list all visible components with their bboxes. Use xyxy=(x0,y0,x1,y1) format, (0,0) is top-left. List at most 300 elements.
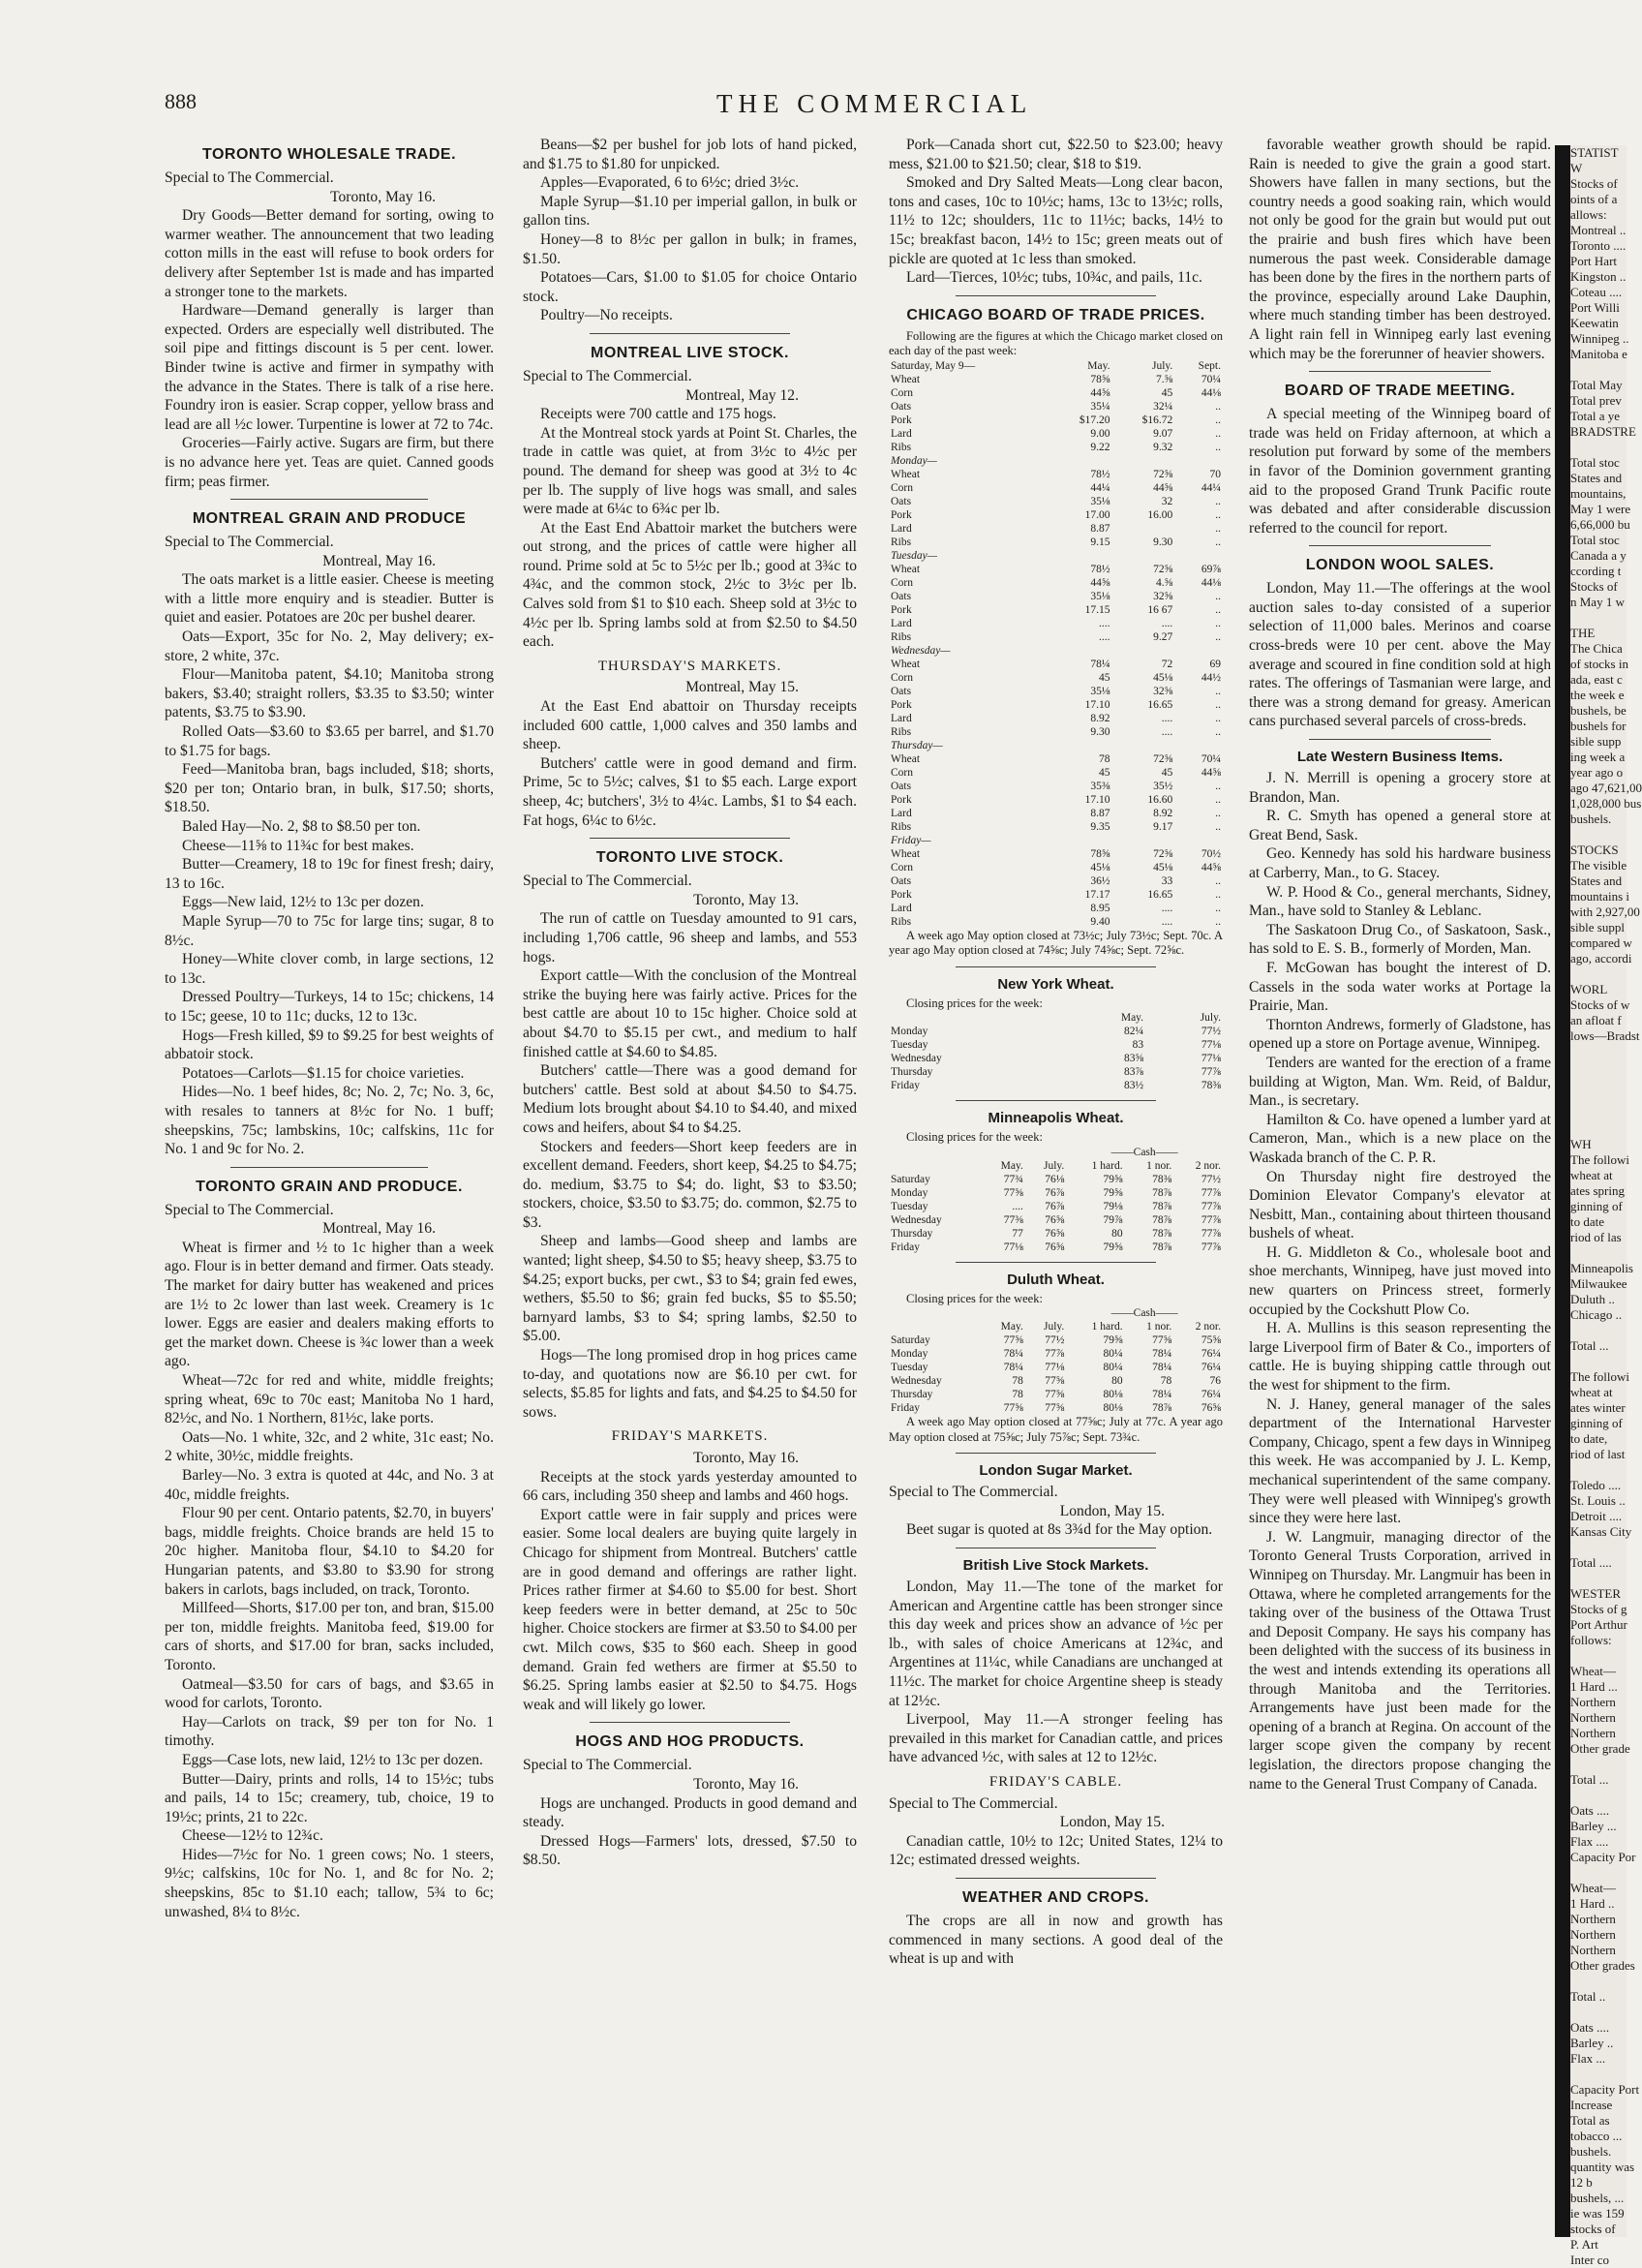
divider xyxy=(1309,545,1490,546)
table-cell: 77⅞ xyxy=(1045,1348,1065,1361)
edge-line: stocks of xyxy=(1570,2222,1616,2236)
table-row xyxy=(889,685,1223,698)
paragraph: Butchers' cattle were in good demand and firm. Prime, 5c to 5½c; calves, $1 to $5 each. Large export sheep, 4c; butchers', 3½ to 4¼c. Lambs, $1 to $4 each. Fat hogs, 6¼c to 6½c. xyxy=(523,754,857,829)
table-cell: 17.10 xyxy=(1084,793,1110,806)
table-row xyxy=(889,1186,1223,1200)
edge-line xyxy=(1570,2005,1627,2020)
edge-line: Barley ... xyxy=(1570,1819,1617,1833)
table-cell: 77¾ xyxy=(1003,1173,1023,1185)
section-title: MONTREAL GRAIN AND PRODUCE xyxy=(192,510,467,528)
table-row xyxy=(889,847,1223,861)
edge-line: The visible xyxy=(1570,858,1627,873)
column-4 xyxy=(1249,136,1551,1793)
paragraph: Geo. Kennedy has sold his hardware business at Carberry, Man., to G. Stacey. xyxy=(1249,845,1551,881)
table-cell: 77⅛ xyxy=(1045,1362,1065,1374)
edge-line xyxy=(1570,827,1627,843)
table-cell: Pork xyxy=(891,414,912,426)
edge-line: Milwaukee xyxy=(1570,1276,1627,1291)
table-cell: 70¼ xyxy=(1201,373,1221,385)
paragraph: Feed—Manitoba bran, bags included, $18; shorts, $20 per ton; Ontario bran, in bulk, $17.50; shorts, $18.50. xyxy=(165,761,494,816)
table-row xyxy=(889,590,1223,603)
table-cell: 83 xyxy=(1132,1039,1144,1052)
divider xyxy=(956,295,1156,296)
table-cell: 80¼ xyxy=(1103,1362,1123,1374)
paragraph: Canadian cattle, 10½ to 12c; United States, 12¼ to 12c; estimated dressed weights. xyxy=(889,1832,1223,1869)
table-cell: 45⅛ xyxy=(1153,671,1173,684)
paragraph: Receipts at the stock yards yesterday amounted to 66 cars, including 350 sheep and lambs and 460 hogs. xyxy=(523,1468,857,1505)
table-cell: Ribs xyxy=(891,915,912,928)
table-cell: 77⅝ xyxy=(1003,1186,1023,1199)
table-cell: 17.10 xyxy=(1084,698,1110,711)
minneapolis-wheat-table xyxy=(889,1146,1223,1254)
edge-line: Total prev xyxy=(1570,393,1622,408)
table-cell: .... xyxy=(1161,902,1173,914)
table-cell: Wheat xyxy=(891,373,921,385)
cash-label: ——Cash—— xyxy=(1110,1146,1178,1158)
table-cell: $16.72 xyxy=(1141,414,1173,426)
edge-line: May 1 were xyxy=(1570,502,1631,516)
table-header-row xyxy=(889,1011,1223,1025)
table-day-row xyxy=(889,549,1223,563)
table-cell: 77⅝ xyxy=(1152,1334,1172,1347)
table-cell: Thursday xyxy=(891,1227,933,1240)
section-intro: Closing prices for the week: xyxy=(906,1291,1043,1305)
table-cell: May. xyxy=(1000,1159,1023,1172)
edge-line xyxy=(1570,1044,1627,1059)
edge-line: Northern xyxy=(1570,1927,1616,1942)
paragraph: Butter—Creamery, 18 to 19c for finest fresh; dairy, 13 to 16c. xyxy=(165,856,494,892)
table-cell: 80⅛ xyxy=(1103,1402,1123,1415)
table-cell: .... xyxy=(1161,915,1173,928)
divider xyxy=(590,1722,790,1723)
edge-line: Winnipeg .. xyxy=(1570,331,1629,346)
table-row xyxy=(889,820,1223,834)
table-cell: 32 xyxy=(1161,495,1173,507)
edge-line: wheat at xyxy=(1570,1168,1613,1182)
table-row xyxy=(889,712,1223,725)
edge-line: to date xyxy=(1570,1214,1605,1229)
table-cell: .. xyxy=(1215,725,1221,738)
edge-line: ago, accordi xyxy=(1570,951,1632,965)
table-cell: Corn xyxy=(891,671,913,684)
paragraph: London, May 11.—The offerings at the wool auction sales to-day consisted of a superior selection of 11,000 bales. Merinos and coarse cross-breds were 10 per cent. above the May average and scoured in fine condition sold at high rates. The offerings of Tasmanian were large, and there was a strong demand for greasy. American cans purchased several parcels of cross-breds. xyxy=(1249,580,1551,730)
paragraph: Tenders are wanted for the erection of a frame building at Wigton, Man. Wm. Reid, of Baldur, Man., is secretary. xyxy=(1249,1054,1551,1110)
table-cell: Monday xyxy=(891,1348,928,1361)
table-cell: 35⅜ xyxy=(1090,780,1110,792)
section-title: British Live Stock Markets. xyxy=(962,1557,1149,1575)
table-cell: Wednesday xyxy=(891,1375,942,1388)
table-header-row xyxy=(889,1159,1223,1173)
table-cell: 77½ xyxy=(1201,1173,1221,1185)
paragraph: The run of cattle on Tuesday amounted to 91 cars, including 1,706 cattle, 96 sheep and lambs, and 553 hogs. xyxy=(523,910,857,965)
section-title: New York Wheat. xyxy=(997,975,1114,993)
paragraph: Cheese—11⅝ to 11¾c for best makes. xyxy=(182,837,414,854)
table-cell: 83⅞ xyxy=(1123,1066,1144,1079)
table-cell: 44¼ xyxy=(1201,481,1221,494)
table-cell: 9.07 xyxy=(1153,427,1173,440)
edge-line: bushels, be xyxy=(1570,703,1627,718)
edge-line xyxy=(1570,1075,1627,1090)
table-cell: 2 nor. xyxy=(1195,1321,1221,1333)
table-cell xyxy=(889,1146,981,1159)
edge-line: WESTER xyxy=(1570,1586,1621,1601)
page-number: 888 xyxy=(165,89,197,113)
edge-line: 6,66,000 bu xyxy=(1570,517,1630,532)
table-row xyxy=(889,414,1223,427)
dateline: London, May 15. xyxy=(1059,1502,1165,1519)
table-cell: 83⅝ xyxy=(1123,1053,1144,1065)
table-cell: May. xyxy=(1000,1321,1023,1333)
section-note: A week ago May option closed at 77⅝c; July at 77c. A year ago May option closed at 75⅝c; July 75⅞c; Sept. 73¾c. xyxy=(889,1415,1223,1444)
edge-line: Total a ye xyxy=(1570,409,1621,423)
edge-line: Increase xyxy=(1570,2098,1613,2112)
section-body xyxy=(165,570,494,1158)
edge-line: allows: xyxy=(1570,207,1607,222)
dateline: Toronto, May 16. xyxy=(693,1450,799,1466)
table-cell: 44⅝ xyxy=(1201,861,1221,873)
table-cell: 78 xyxy=(1160,1375,1172,1388)
paragraph: A special meeting of the Winnipeg board of trade was held on Friday afternoon, at which a resolution put forward by some of the members in favor of the Dominion government granting aid to the proposed Grand Trunk Pacific route was debated and after considerable discussion referred to the council for report. xyxy=(1249,406,1551,536)
table-cell: 1 nor. xyxy=(1146,1321,1172,1333)
table-cell: Corn xyxy=(891,861,913,873)
edge-line xyxy=(1570,1648,1627,1664)
table-cell: Wednesday xyxy=(891,1053,942,1065)
table-cell: Pork xyxy=(891,793,912,806)
paragraph: R. C. Smyth has opened a general store at Great Bend, Sask. xyxy=(1249,808,1551,843)
table-cell: .. xyxy=(1215,603,1221,616)
edge-line xyxy=(1570,1121,1627,1137)
table-cell: 80 xyxy=(1111,1375,1123,1388)
table-row xyxy=(889,1374,1223,1388)
edge-line: ates spring xyxy=(1570,1183,1625,1198)
edge-line: Other grade xyxy=(1570,1741,1630,1756)
table-cell: 44⅛ xyxy=(1201,576,1221,589)
table-cell: 80 xyxy=(1111,1227,1123,1240)
table-cell: .. xyxy=(1215,780,1221,792)
edge-line xyxy=(1570,362,1627,378)
table-cell: Saturday xyxy=(891,1173,930,1185)
table-row xyxy=(889,1052,1223,1065)
divider xyxy=(956,1262,1156,1263)
edge-line xyxy=(1570,1059,1627,1075)
table-cell: Thursday— xyxy=(891,739,943,751)
new-york-wheat-table xyxy=(889,1011,1223,1092)
edge-line: P. Art xyxy=(1570,2237,1598,2252)
table-cell: July. xyxy=(1151,359,1173,372)
table-cell: 77 xyxy=(1012,1227,1023,1240)
edge-line: sible supp xyxy=(1570,734,1622,749)
table-cell: 9.32 xyxy=(1153,441,1173,453)
table-cell: 72⅝ xyxy=(1153,847,1173,860)
table-cell: 76⅝ xyxy=(1045,1241,1065,1253)
table-cell: Thursday xyxy=(891,1389,933,1401)
edge-line: 1,028,000 bus xyxy=(1570,796,1642,811)
edge-line: Northern xyxy=(1570,1726,1616,1740)
table-row xyxy=(889,1173,1223,1186)
table-cell: .... xyxy=(1012,1200,1023,1212)
edge-line: Stocks of w xyxy=(1570,997,1630,1012)
table-cell: 78⅞ xyxy=(1152,1213,1172,1226)
table-cell: 9.40 xyxy=(1090,915,1110,928)
section-title: Duluth Wheat. xyxy=(1007,1271,1105,1288)
table-cell xyxy=(1025,1146,1066,1159)
table-cell: 77⅛ xyxy=(1201,1053,1221,1065)
edge-line: Montreal .. xyxy=(1570,223,1627,237)
edge-line: Flax .... xyxy=(1570,1834,1609,1849)
section-intro: Closing prices for the week: xyxy=(906,996,1043,1010)
table-cell: Corn xyxy=(891,576,913,589)
edge-line: of stocks in xyxy=(1570,657,1628,671)
table-cell: Friday xyxy=(891,1241,921,1253)
table-cell: July. xyxy=(1044,1321,1065,1333)
section-body xyxy=(1249,405,1551,537)
table-cell: 35⅛ xyxy=(1090,495,1110,507)
special-line: Special to The Commercial. xyxy=(165,1201,334,1218)
edge-line: Total stoc xyxy=(1570,455,1620,470)
column-2 xyxy=(523,136,857,1870)
table-row xyxy=(889,1388,1223,1401)
table-cell: 78⅞ xyxy=(1152,1200,1172,1212)
table-cell: 79⅝ xyxy=(1103,1173,1123,1185)
edge-line: States and xyxy=(1570,873,1623,888)
paragraph: Barley—No. 3 extra is quoted at 44c, and No. 3 at 40c, middle freights. xyxy=(165,1467,494,1503)
table-cell: Tuesday xyxy=(891,1200,928,1212)
divider xyxy=(590,333,790,334)
table-cell: .. xyxy=(1215,400,1221,413)
table-cell: 35½ xyxy=(1153,780,1173,792)
toronto-grain-produce-section xyxy=(165,1178,494,1922)
paragraph: Wheat is firmer and ½ to 1c higher than a week ago. Flour is in better demand and firmer. Oats steady. The market for dairy butter has weakened and prices are 1½ to 2c lower than last week. Creamery is 1c lower. Eggs are easier and dealers making efforts to get the market down. Cheese is ¾c lower than a week ago. xyxy=(165,1239,494,1370)
section-intro: Closing prices for the week: xyxy=(906,1130,1043,1145)
paragraph: Stockers and feeders—Short keep feeders are in excellent demand. Feeders, short keep, $4.25 to $4.75; do. medium, $3.75 to $4; do. light, $3 to $3.50; stockers, choice, $3.50 to $3.75; do. common, $2.75 to $3. xyxy=(523,1138,857,1231)
table-cell: Lard xyxy=(891,522,912,535)
section-title: Minneapolis Wheat. xyxy=(988,1110,1124,1127)
table-cell: 76¼ xyxy=(1201,1348,1221,1361)
paragraph: Cheese—12½ to 12¾c. xyxy=(182,1827,323,1845)
table-cell: 77⅝ xyxy=(1045,1375,1065,1388)
table-cell: 69 xyxy=(1209,658,1221,670)
table-cell: 35⅛ xyxy=(1090,590,1110,602)
table-cell: 76⅝ xyxy=(1045,1227,1065,1240)
table-row xyxy=(889,1401,1223,1415)
edge-line: oints of a xyxy=(1570,192,1618,206)
edge-line xyxy=(1570,610,1627,626)
subsection-title: FRIDAY'S MARKETS. xyxy=(611,1428,769,1445)
table-cell: Ribs xyxy=(891,536,912,548)
paragraph: Poultry—No receipts. xyxy=(540,307,673,324)
special-line: Special to The Commercial. xyxy=(889,1484,1058,1501)
table-row xyxy=(889,861,1223,874)
table-row xyxy=(889,698,1223,712)
table-cell: .... xyxy=(1098,617,1110,629)
table-cell: 80⅛ xyxy=(1103,1389,1123,1401)
table-cell: .. xyxy=(1215,874,1221,887)
table-cell: .... xyxy=(1161,725,1173,738)
edge-line: Total ... xyxy=(1570,1772,1609,1787)
table-row xyxy=(889,441,1223,454)
special-line: Special to The Commercial. xyxy=(523,873,692,890)
table-cell: 77⅝ xyxy=(1003,1402,1023,1415)
paragraph: On Thursday night fire destroyed the Dominion Elevator Company's elevator at Nesbitt, Man., containing about thirteen thousand bushels of wheat. xyxy=(1249,1168,1551,1242)
special-line: Special to The Commercial. xyxy=(523,367,692,384)
table-row xyxy=(889,1241,1223,1254)
table-cell: 78¼ xyxy=(1152,1348,1172,1361)
table-row xyxy=(889,1038,1223,1052)
table-cell: 78¼ xyxy=(1152,1362,1172,1374)
edge-line xyxy=(1570,1974,1627,1989)
dateline: Montreal, May 12. xyxy=(685,386,799,404)
edge-line: STOCKS xyxy=(1570,843,1619,857)
table-cell: Ribs xyxy=(891,725,912,738)
table-cell: 8.95 xyxy=(1090,902,1110,914)
table-cell: 35¼ xyxy=(1090,400,1110,413)
section-body xyxy=(889,1578,1223,1767)
dateline: Toronto, May 16. xyxy=(693,1775,799,1793)
table-cell: .. xyxy=(1215,441,1221,453)
edge-line: wheat at xyxy=(1570,1385,1613,1399)
table-cell: Wheat xyxy=(891,847,921,860)
table-cell: 1 nor. xyxy=(1146,1159,1172,1172)
edge-line: Stocks of xyxy=(1570,579,1618,594)
section-body xyxy=(889,1912,1223,1969)
edge-line: 1 Hard .. xyxy=(1570,1896,1615,1911)
dateline: London, May 15. xyxy=(1059,1814,1165,1831)
paragraph: Eggs—Case lots, new laid, 12½ to 13c per dozen. xyxy=(182,1751,483,1768)
table-cell: Ribs xyxy=(891,441,912,453)
table-cell: 33 xyxy=(1161,874,1173,887)
table-cell: 78⅜ xyxy=(1152,1173,1172,1185)
table-row xyxy=(889,1227,1223,1241)
table-cell: 77⅜ xyxy=(1003,1213,1023,1226)
table-cell: 72⅝ xyxy=(1153,563,1173,575)
table-cell: 76¼ xyxy=(1201,1389,1221,1401)
paragraph: Oats—Export, 35c for No. 2, May delivery; ex-store, 2 white, 37c. xyxy=(165,628,494,664)
table-cell: 78¼ xyxy=(1003,1348,1023,1361)
edge-line: Keewatin xyxy=(1570,316,1619,330)
edge-line: Northern xyxy=(1570,1943,1616,1957)
section-title: TORONTO LIVE STOCK. xyxy=(595,849,784,867)
paragraph: Potatoes—Carlots—$1.15 for choice varieties. xyxy=(182,1064,465,1082)
paragraph: Dressed Hogs—Farmers' lots, dressed, $7.50 to $8.50. xyxy=(523,1832,857,1869)
table-cell: 77⅛ xyxy=(1003,1241,1023,1253)
paragraph: Export cattle were in fair supply and prices were easier. Some local dealers are buying quite largely in Chicago for shipment from Montreal. Butchers' cattle are in good demand and offerings are rather light. Prices rather firmer at $4.60 to $5.00 for best. Short keep feeders were in better demand, at 25c to 50c higher. Choice stockers are firmer at $3.50 to $4.00 per cwt. Milch cows, $35 to $60 each. Sheep in good demand. Grain fed wethers are firmer at $5.50 to $6.25. Spring lambs easier at $2.50 to $4.75. Hogs weak and will likely go lower. xyxy=(523,1506,857,1713)
table-day-row xyxy=(889,644,1223,658)
section-title: Late Western Business Items. xyxy=(1296,749,1504,766)
table-cell: .. xyxy=(1215,807,1221,819)
table-cell: 79⅞ xyxy=(1103,1213,1123,1226)
table-cell: 8.87 xyxy=(1090,807,1110,819)
table-cell: 44¼ xyxy=(1090,481,1110,494)
table-cell: 44½ xyxy=(1201,671,1221,684)
edge-line: Detroit .... xyxy=(1570,1509,1623,1523)
edge-line xyxy=(1570,1865,1627,1881)
table-cell: Monday xyxy=(891,1186,928,1199)
table-cell: Wheat xyxy=(891,468,921,480)
chicago-prices-table xyxy=(889,359,1223,929)
edge-line: Stocks of g xyxy=(1570,1602,1627,1616)
special-line: Special to The Commercial. xyxy=(523,1757,692,1774)
paragraph: Thornton Andrews, formerly of Gladstone, has opened up a store on Portage avenue, Winnipeg. xyxy=(1249,1016,1551,1053)
table-cell: 44⅝ xyxy=(1090,386,1110,399)
table-cell: 32⅝ xyxy=(1153,590,1173,602)
paragraph: N. J. Haney, general manager of the sales department of the International Harvester Company, Chicago, spent a few days in Winnipeg this week. He was accompanied by J. L. Kemp, mechanical superintendent of the same company. They were well pleased with Winnipeg's growth since they were here last. xyxy=(1249,1395,1551,1527)
table-cell: Monday— xyxy=(891,454,937,467)
section-title: TORONTO WHOLESALE TRADE. xyxy=(201,146,457,163)
paragraph: Hogs are unchanged. Products in good demand and steady. xyxy=(523,1794,857,1831)
table-cell: 77⅛ xyxy=(1201,1039,1221,1052)
paragraph: Beet sugar is quoted at 8s 3¾d for the May option. xyxy=(906,1521,1213,1539)
edge-line: Barley .. xyxy=(1570,2036,1614,2050)
table-row xyxy=(889,468,1223,481)
table-row xyxy=(889,495,1223,508)
section-body xyxy=(889,1832,1223,1870)
table-cell: 77⅞ xyxy=(1201,1227,1221,1240)
table-cell: Wheat xyxy=(891,658,921,670)
table-cell: Ribs xyxy=(891,630,912,643)
table-cell: Oats xyxy=(891,685,912,697)
paragraph: Hogs—Fresh killed, $9 to $9.25 for best weights of abbatoir stock. xyxy=(165,1027,494,1063)
section-title: CHICAGO BOARD OF TRADE PRICES. xyxy=(906,306,1205,323)
continued-text xyxy=(889,136,1223,288)
table-cell: Oats xyxy=(891,874,912,887)
edge-line: Minneapolis xyxy=(1570,1261,1633,1275)
duluth-wheat-section xyxy=(889,1271,1223,1446)
table-cell: Corn xyxy=(891,386,913,399)
table-cell: .. xyxy=(1215,793,1221,806)
edge-line xyxy=(1570,1354,1627,1369)
table-cell xyxy=(981,1306,1025,1320)
late-western-business-section xyxy=(1249,748,1551,1793)
table-cell xyxy=(889,1320,981,1333)
edge-line: ing week a xyxy=(1570,750,1626,764)
table-cell: Tuesday xyxy=(891,1039,928,1052)
table-cell: 80¼ xyxy=(1103,1348,1123,1361)
edge-line: ates winter xyxy=(1570,1400,1626,1415)
table-cell: 77½ xyxy=(1201,1026,1221,1038)
table-cell: Thursday xyxy=(891,1066,933,1079)
table-row xyxy=(889,658,1223,671)
table-row xyxy=(889,1361,1223,1374)
section-body xyxy=(889,1520,1223,1540)
paragraph: Liverpool, May 11.—A stronger feeling has prevailed in this market for Canadian cattle, and prices have advanced ½c, with sales at 12 to 12½c. xyxy=(889,1711,1223,1766)
table-cell xyxy=(1111,522,1174,536)
table-cell: 78¼ xyxy=(1003,1362,1023,1374)
dateline: Montreal, May 16. xyxy=(322,1220,436,1238)
table-cell: 36½ xyxy=(1090,874,1110,887)
edge-line: 12 b xyxy=(1570,2175,1593,2190)
new-york-wheat-section xyxy=(889,975,1223,1093)
edge-line: Coteau .... xyxy=(1570,285,1623,299)
edge-line: Wheat— xyxy=(1570,1664,1616,1678)
table-cell: 32⅝ xyxy=(1153,685,1173,697)
table-row xyxy=(889,576,1223,590)
section-body xyxy=(523,1794,857,1870)
edge-line xyxy=(1570,1571,1627,1586)
divider xyxy=(1309,739,1490,740)
section-title: TORONTO GRAIN AND PRODUCE. xyxy=(196,1178,463,1195)
paragraph: At the East End abattoir on Thursday receipts included 600 cattle, 1,000 calves and 350 lambs and sheep. xyxy=(523,698,857,753)
table-cell: .... xyxy=(1161,712,1173,724)
edge-line: ago 47,621,00 xyxy=(1570,781,1642,795)
section-title: BOARD OF TRADE MEETING. xyxy=(1284,383,1516,400)
edge-line xyxy=(1570,1788,1627,1803)
table-cell: Wednesday— xyxy=(891,644,951,657)
special-line: Special to The Commercial. xyxy=(165,169,334,186)
edge-line: Stocks of xyxy=(1570,176,1618,191)
table-cell: 78⅞ xyxy=(1152,1241,1172,1253)
paragraph: At the East End Abattoir market the butchers were out strong, and the prices of cattle were higher all round. Prime sold at 5c to 5½c per lb.; good at 3¾c to 4¾c, and the common stock, 2½c to 3½c per lb. Calves sold from $1 to $10 each. Sheep sold at 3½c to 4½c per lb. Spring lambs sold at from $2.50 to $4.50 each. xyxy=(523,519,857,651)
paragraph: favorable weather growth should be rapid. Rain is needed to give the grain a good start. Showers have fallen in many sections, but the country needs a good soaking rain, which would not only be good for the grain but would put out the prairie and bush fires which have been numerous the past week. Considerable damage has been done by the fires in the northern parts of the province, especially around Lake Dauphin, where much standing timber has been destroyed. A light rain fell in Winnipeg early last evening which may be the forerunner of heavier showers. xyxy=(1249,137,1551,362)
